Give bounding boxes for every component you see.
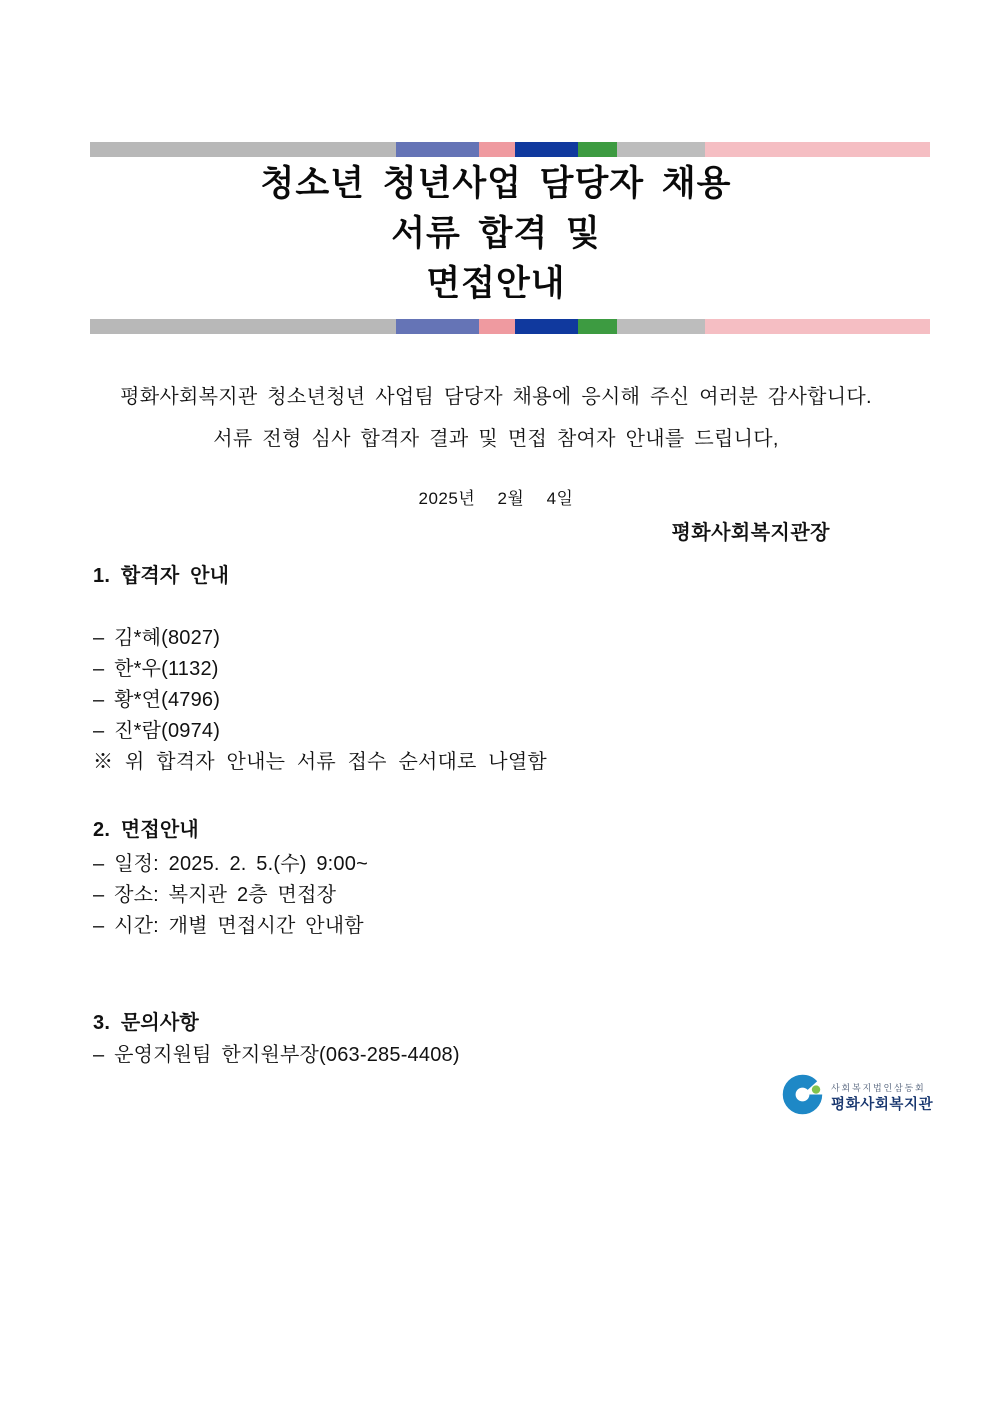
intro-line-2: 서류 전형 심사 합격자 결과 및 면접 참여자 안내를 드립니다, [213, 428, 779, 450]
section-note: ※ 위 합격자 안내는 서류 접수 순서대로 나열함 [93, 751, 547, 773]
section-items [93, 1040, 952, 1071]
title-line-1: 청소년 청년사업 담당자 채용 [260, 164, 732, 203]
bar-segment-4 [578, 319, 617, 334]
list-item: – 한*우(1132) [93, 658, 219, 680]
list-item: – 진*람(0974) [93, 720, 221, 742]
list-item: – 황*연(4796) [93, 689, 221, 711]
bar-segment-1 [396, 142, 479, 157]
bar-segment-2 [479, 142, 515, 157]
bar-segment-6 [705, 319, 930, 334]
bar-segment-5 [617, 142, 705, 157]
section-3 [93, 1011, 952, 1071]
organization-logo [782, 1074, 942, 1122]
bar-segment-4 [578, 142, 617, 157]
intro-line-1: 평화사회복지관 청소년청년 사업팀 담당자 채용에 응시해 주신 여러분 감사합니다. [120, 386, 872, 408]
bar-segment-6 [705, 142, 930, 157]
list-item: – 시간: 개별 면접시간 안내함 [93, 915, 364, 937]
bar-segment-2 [479, 319, 515, 334]
bar-segment-5 [617, 319, 705, 334]
bar-segment-0 [90, 142, 396, 157]
document-title [0, 159, 992, 309]
section-heading: 1. 합격자 안내 [93, 565, 230, 587]
section-1 [93, 564, 952, 778]
decorative-bar-bottom [90, 319, 930, 334]
section-items [93, 849, 952, 942]
decorative-bar-top [90, 142, 930, 157]
signature-author: 평화사회복지관장 [671, 522, 830, 544]
bar-segment-3 [515, 142, 578, 157]
intro-paragraph [0, 376, 992, 460]
list-item: – 장소: 복지관 2층 면접장 [93, 884, 337, 906]
section-heading: 3. 문의사항 [93, 1012, 199, 1034]
logo-association-name: 사회복지법인삼동회 [831, 1083, 926, 1093]
bar-segment-0 [90, 319, 396, 334]
list-item: – 운영지원팀 한지원부장(063-285-4408) [93, 1044, 460, 1066]
title-line-3: 면접안내 [426, 264, 566, 303]
bar-segment-1 [396, 319, 479, 334]
section-2 [93, 818, 952, 942]
title-line-2: 서류 합격 및 [391, 214, 601, 253]
document-date: 2025년 2월 4일 [418, 489, 574, 508]
logo-text-block [831, 1083, 933, 1114]
list-item: – 일정: 2025. 2. 5.(수) 9:00~ [93, 853, 368, 875]
logo-organization-name: 평화사회복지관 [831, 1097, 934, 1113]
blue-ring-logo-icon [782, 1074, 823, 1115]
bar-segment-3 [515, 319, 578, 334]
section-heading: 2. 면접안내 [93, 819, 199, 841]
section-items [93, 623, 952, 778]
green-dot-icon [812, 1085, 820, 1093]
list-item: – 김*혜(8027) [93, 627, 221, 649]
